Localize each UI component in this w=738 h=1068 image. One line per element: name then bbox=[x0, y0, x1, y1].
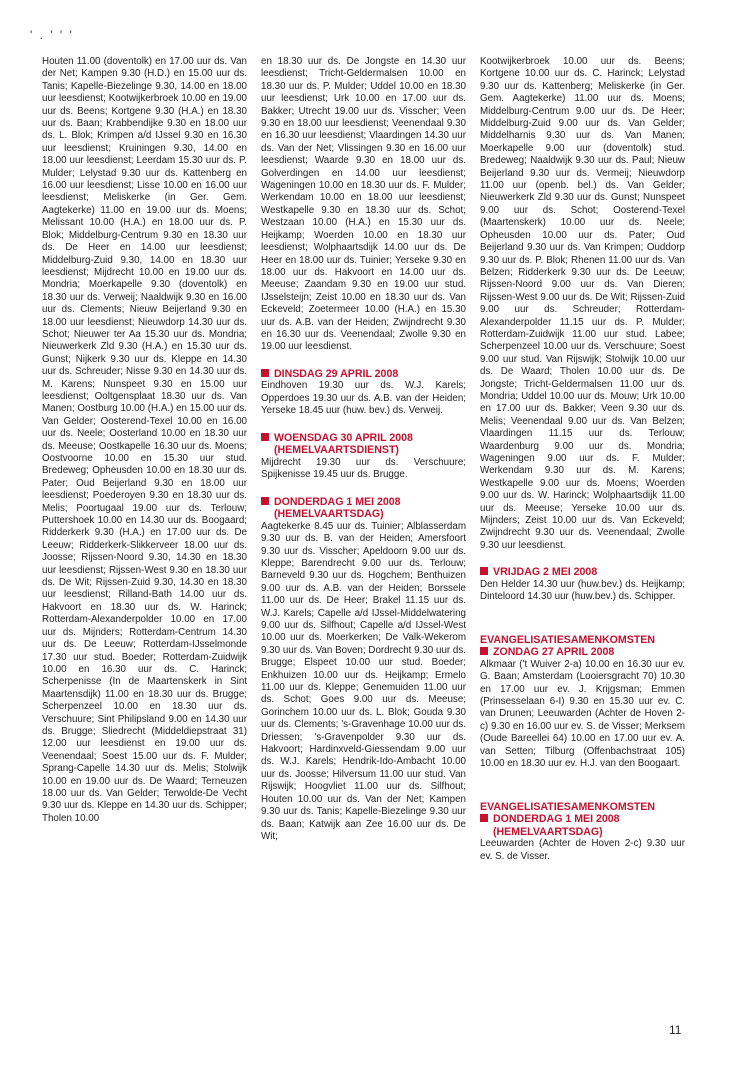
column-1 bbox=[42, 56, 247, 825]
red-square-icon bbox=[480, 647, 488, 655]
dinsdag-text: Eindhoven 19.30 uur ds. W.J. Karels; Opperdoes 19.30 uur ds. A.B. van der Heiden; Yerseke 18.45 uur (huw. bev.) ds. Verweij. bbox=[261, 380, 466, 417]
red-square-icon bbox=[261, 369, 269, 377]
evangelisatie-1-text: Alkmaar ('t Wuiver 2-a) 10.00 en 16.30 uur ev. G. Baan; Amsterdam (Looiersgracht 70) 10.30 en 17.00 uur ev. J. Krijgsman; Emmen (Prinsesselaan 6-I) 9.30 en 15.30 uur ev. C. van Drunen; Leeuwarden (Achter de Hoven 2-c) 9.30 en 16.00 uur ev. S. de Visser; Merksem (Oude Bareellei 64) 10.00 en 17.00 uur ev. A. van Setten; Tilburg (Offenbachstraat 105) 10.00 en 18.30 uur ev. H.J. van den Boogaart. bbox=[480, 658, 685, 770]
red-square-icon bbox=[261, 497, 269, 505]
corner-marks: ' . ' ' ' bbox=[30, 28, 74, 42]
heading-evangelisatie-1: EVANGELISATIESAMENKOMSTEN ZONDAG 27 APRIL 2008 bbox=[480, 633, 656, 659]
heading-vrijdag: VRIJDAG 2 MEI 2008 bbox=[480, 566, 685, 579]
red-square-icon bbox=[480, 567, 488, 575]
column-3 bbox=[480, 56, 685, 863]
heading-donderdag: DONDERDAG 1 MEI 2008 (HEMELVAARTSDAG) bbox=[261, 496, 466, 521]
donderdag-text-part1: Aagtekerke 8.45 uur ds. Tuinier; Alblasserdam 9.30 uur ds. B. van der Heiden; Amersfoort 9.30 uur ds. Visscher; Apeldoorn 9.00 uur ds. Kleppe; Barendrecht 9.00 uur ds. Terlouw; Barneveld 9.30 uur ds. Hogchem; Benthuizen 9.00 uur ds. A.B. van der Heiden; Borssele 11.00 uur ds. De Heer; Brakel 11.15 uur ds. W.J. Karels; Capelle a/d IJssel-Middelwatering 9.00 uur ds. Silfhout; Capelle a/d IJssel-West 10.00 uur ds. Moerkerken; De Valk-Wekerom 9.30 uur ds. Van Boven; Dordrecht 9.30 uur ds. Brugge; Elspeet 10.00 uur stud. Boeder; Enkhuizen 10.00 uur ds. Heijkamp; Ermelo 11.00 uur ds. Kleppe; Genemuiden 11.00 uur ds. Schot; Goes 9.00 uur ds. Meeuse; Gorinchem 10.00 uur ds. L. Blok; Gouda 9.30 uur ds. Clements; 's-Gravenhage 10.00 uur ds. Driessen; 's-Gravenpolder 9.30 uur ds. Hakvoort; Hardinxveld-Giessendam 9.00 uur ds. W.J. Karels; Hendrik-Ido-Ambacht 10.00 uur ds. Joosse; Hilversum 11.00 uur stud. Van Rijswijk; Hoogvliet 11.00 uur ds. Silfhout; Houten 10.00 uur ds. Van der Net; Kampen 9.30 uur ds. Tanis; Kapelle-Biezelinge 9.30 uur ds. Baan; Katwijk aan Zee 16.00 uur ds. De Wit; bbox=[261, 520, 466, 842]
red-square-icon bbox=[261, 433, 269, 441]
page-number: 11 bbox=[669, 1023, 682, 1037]
column-2 bbox=[261, 56, 466, 843]
vrijdag-text: Den Helder 14.30 uur (huw.bev.) ds. Heijkamp; Dinteloord 14.30 uur (huw.bev.) ds. Schipper. bbox=[480, 578, 685, 603]
heading-woensdag: WOENSDAG 30 APRIL 2008 (HEMELVAARTSDIENST) bbox=[261, 432, 466, 457]
column-2-text: en 18.30 uur ds. De Jongste en 14.30 uur leesdienst; Tricht-Geldermalsen 10.00 en 18.30 uur ds. P. Mulder; Uddel 10.00 en 18.30 uur leesdienst; Urk 10.00 en 17.00 uur ds. Bakker; Utrecht 19.00 uur ds. Visscher; Veen 9.30 en 18.00 uur leesdienst; Veenendaal 9.30 en 16.30 uur leesdienst; Vlaardingen 14.30 uur ds. Van der Net; Vlissingen 9.30 en 16.00 uur leesdienst; Waarde 9.30 en 18.00 uur ds. Golverdingen en 14.00 uur leesdienst; Wageningen 10.00 en 18.30 uur ds. F. Mulder; Werkendam 10.00 en 18.00 uur leesdienst; Westkapelle 9.30 en 18.30 uur ds. Schot; Westzaan 10.00 (H.A.) en 15.30 uur ds. Heijkamp; Woerden 10.00 en 18.30 uur leesdienst; Wolphaartsdijk 14.00 uur ds. De Heer en 18.00 uur ds. Tuinier; Yerseke 9.30 en 18.00 uur ds. Hakvoort en 14.00 uur ds. Meeuse; Zaandam 9.30 en 19.00 uur stud. IJsselsteijn; Zeist 10.00 en 18.30 uur ds. Van Eckeveld; Zoetermeer 10.00 (H.A.) en 15.30 uur ds. A.B. van der Heiden; Zwijndrecht 9.30 en 16.30 uur ds. Veenendaal; Zwolle 9.30 en 19.00 uur leesdienst. bbox=[261, 56, 466, 353]
heading-evangelisatie-2: EVANGELISATIESAMENKOMSTEN DONDERDAG 1 MEI 2008 (HEMELVAARTSDAG) bbox=[480, 800, 656, 838]
column-1-text: Houten 11.00 (doventolk) en 17.00 uur ds. Van der Net; Kampen 9.30 (H.D.) en 15.00 uur ds. Tanis; Kapelle-Biezelinge 9.30, 14.00 en 18.00 uur leesdienst; Kootwijkerbroek 10.00 en 19.00 uur ds. Beens; Kortgene 9.30 (H.A.) en 18.30 uur ds. Baan; Krabbendijke 9.30 en 18.00 uur ds. L. Blok; Krimpen a/d IJssel 9.30 en 16.30 uur leesdienst; Kruiningen 9.30, 14.00 en 18.00 uur leesdienst; Leerdam 15.30 uur ds. P. Mulder; Lelystad 9.30 uur ds. Kattenberg en 16.00 uur leesdienst; Lisse 10.00 en 16.00 uur leesdienst; Meliskerke (in Ger. Gem. Aagtekerke) 11.00 en 19.00 uur ds. Moens; Melissant 10.00 (H.A.) en 18.00 uur ds. P. Blok; Middelburg-Centrum 9.30 en 18.30 uur ds. De Heer en 14.00 uur leesdienst; Middelburg-Zuid 9.30, 14.00 en 18.30 uur leesdienst; Mijdrecht 10.00 en 19.00 uur ds. Mondria; Moerkapelle 9.30 (doventolk) en 18.30 uur ds. Verweij; Naaldwijk 9.30 en 16.00 uur ds. Clements; Nieuw Beijerland 9.30 en 18.00 uur leesdienst; Nieuwdorp 14.30 uur ds. Schot; Nieuwer ter Aa 15.30 uur ds. Mondria; Nieuwerkerk Zld 9.30 (H.A.) en 15.30 uur ds. Gunst; Nijkerk 9.30 uur ds. Kleppe en 14.30 uur ds. Schreuder; Nisse 9.30 en 14.30 uur ds. M. Karens; Nunspeet 9.30 en 15.00 uur leesdienst; Ooltgensplaat 18.30 uur ds. Van Manen; Oostburg 10.00 (H.A.) en 15.00 uur ds. Van Gelder; Oosterend-Texel 10.00 en 16.00 uur ds. Neele; Oosterland 10.00 en 18.30 uur ds. Meeuse; Oostkapelle 16.30 uur ds. Moens; Oostvoorne 10.00 en 15.30 uur stud. Bredeweg; Opheusden 10.00 en 18.30 uur ds. Pater; Oud Beijerland 9.30 en 18.00 uur leesdienst; Poederoyen 9.30 en 18.30 uur ds. Melis; Poortugaal 19.00 uur ds. Terlouw; Puttershoek 10.00 en 14.30 uur ds. Boogaard; Ridderkerk 9.30 (H.A.) en 17.00 uur ds. De Leeuw; Ridderkerk-Slikkerveer 18.00 uur ds. Joosse; Rijssen-Noord 9.30, 14.30 en 18.30 uur leesdienst; Rijssen-West 9.30 en 18.30 uur ds. De Wit; Rijssen-Zuid 9.30, 14.30 en 18.30 uur leesdienst; Rilland-Bath 14.00 uur ds. Hakvoort en 18.30 uur ds. W. Harinck; Rotterdam-Alexanderpolder 10.00 en 17.00 uur ds. Mijnders; Rotterdam-Centrum 14.30 uur ds. De Leeuw; Rotterdam-IJsselmonde 17.30 uur stud. Boeder; Rotterdam-Zuidwijk 10.00 en 16.30 uur ds. C. Harinck; Scherpenisse (In de Maartenskerk in Sint Maartensdijk) 11.00 en 18.30 uur ds. Brugge; Scherpenzeel 10.00 en 18.30 uur ds. Verschuure; Sint Philipsland 9.00 en 14.30 uur ds. Brugge; Sliedrecht (Middeldiepstraat 31) 12.00 uur leesdienst en 19.00 uur ds. Veenendaal; Soest 15.00 uur ds. F. Mulder; Sprang-Capelle 14.30 uur ds. Melis; Stolwijk 10.00 en 19.00 uur ds. De Waard; Terneuzen 18.00 uur ds. Van Gelder; Terwolde-De Vecht 9.30 uur ds. Kleppe en 14.30 uur ds. Schipper; Tholen 10.00 bbox=[42, 56, 247, 824]
evangelisatie-2-text: Leeuwarden (Achter de Hoven 2-c) 9.30 uur ev. S. de Visser. bbox=[480, 838, 685, 862]
woensdag-text: Mijdrecht 19.30 uur ds. Verschuure; Spijkenisse 19.45 uur ds. Brugge. bbox=[261, 456, 466, 481]
donderdag-text-part2: Kootwijkerbroek 10.00 uur ds. Beens; Kortgene 10.00 uur ds. C. Harinck; Lelystad 9.30 uur ds. Kattenberg; Meliskerke (in Ger. Gem. Aagtekerke) 11.00 uur ds. Moens; Middelburg-Centrum 9.00 uur ds. De Heer; Middelburg-Zuid 9.00 uur ds. Van Gelder; Middelharnis 9.30 uur ds. Van Manen; Moerkapelle 9.00 uur (doventolk) stud. Bredeweg; Naaldwijk 9.30 uur ds. Paul; Nieuw Beijerland 9.30 uur ds. Vermeij; Nieuwdorp 11.00 uur (openb. bel.) ds. Van Gelder; Nieuwerkerk Zld 9.30 uur ds. Gunst; Nunspeet 9.00 uur ds. Schot; Oosterend-Texel (Maartenskerk) 10.00 uur ds. Neele; Opheusden 10.00 uur ds. Pater; Oud Beijerland 9.30 uur ds. Van Krimpen; Ouddorp 9.30 uur ds. P. Blok; Rhenen 11.00 uur ds. Van Belzen; Ridderkerk 9.30 uur ds. De Leeuw; Rijssen-Noord 9.00 uur ds. Van Dieren; Rijssen-West 9.00 uur ds. De Wit; Rijssen-Zuid 9.00 uur ds. Schreuder; Rotterdam-Alexanderpolder 11.15 uur ds. P. Mulder; Rotterdam-Zuidwijk 11.00 uur stud. Labee; Scherpenzeel 10.00 uur ds. Verschuure; Soest 9.00 uur stud. Van Rijswijk; Stolwijk 10.00 uur ds. De Waard; Tholen 10.00 uur ds. De Jongste; Tricht-Geldermalsen 11.00 uur ds. Mondria; Uddel 10.00 uur ds. Mouw; Urk 10.00 en 17.00 uur ds. Bakker; Veen 9.30 uur ds. Melis; Veenendaal 9.00 uur ds. Van Belzen; Vlaardingen 11.15 uur ds. Terlouw; Waardenburg 9.00 uur ds. Mondria; Wageningen 9.00 uur ds. F. Mulder; Werkendam 9.30 uur ds. M. Karens; Westkapelle 9.00 uur ds. Moens; Woerden 9.00 uur ds. W. Harinck; Wolphaartsdijk 11.00 uur ds. Meeuse; Yerseke 10.00 uur ds. Mijnders; Zeist 10.00 uur ds. Van Eckeveld; Zwijndrecht 9.30 uur ds. Veenendaal; Zwolle 9.30 uur leesdienst. bbox=[480, 56, 685, 551]
heading-dinsdag: DINSDAG 29 APRIL 2008 bbox=[261, 368, 466, 381]
red-square-icon bbox=[480, 814, 488, 822]
